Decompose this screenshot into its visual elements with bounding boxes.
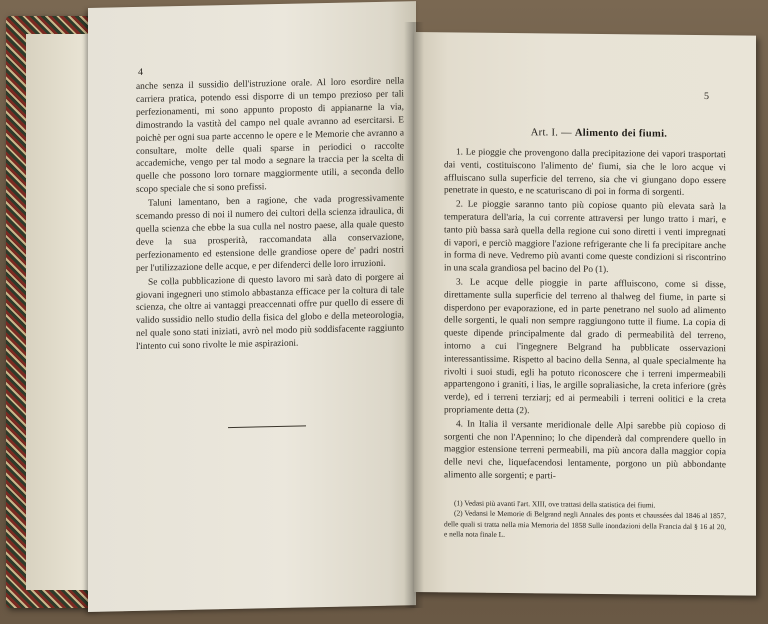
right-paragraph-3: 3. Le acque delle pioggie in parte affluiscono, come si disse, direttamente sulla superficie del terreno al thalweg del fiume, in parte si disperdono per evaporazione, ed in parte penetrano nel suolo ad alimento delle sorgenti, le quali non sempre raggiungono tutte il fiume. La copia di queste dipende principalmente dal grado di permeabilità del terreno, intorno a cui l'ingegnere Belgrand ha pubblicate osservazioni interessantissime. Rispetto al bacino della Senna, al quale specialmente ha rivolti i suoi studi, egli ha potuto riconoscere che i terreni impermeabili appartengono i graniti, i lias, le argille sopraliasiche, la creta inferiore (grès verde), ed i terreni terziarj; ed ai permeabili i terreni oolitici e la creta propriamente detta (2). [444, 277, 726, 417]
right-page [414, 32, 756, 596]
article-heading-title: Alimento dei fiumi. [574, 127, 668, 140]
right-page-body [444, 146, 726, 485]
right-paragraph-4: 4. In Italia il versante meridionale delle Alpi sarebbe più copioso di sorgenti che non l'Apennino; lo che dipenderà dal comprendere quello in maggior estensione terreni permeabili, ma più ancora dalla maggior copia delle nevi che, liquefacendosi lentamente, porgono un più abbondante alimento alle sorgenti; e parti- [444, 419, 726, 482]
section-divider [228, 425, 306, 428]
left-paragraph-3: Se colla pubblicazione di questo lavoro mi sarà dato di porgere ai giovani ingegneri uno stimolo abbastanza efficace per la coltura di tale scienza, che oltre ai vantaggi preaccennati offre pur quello di essere di valido sussidio nello studio della fisica del globo e della meteorologia, nel quale sono stati iniziati, avrò nel modo più soddisfacente raggiunto l'intento cui sono rivolte le mie aspirazioni. [136, 271, 404, 353]
footnote-2: (2) Vedansi le Memorie di Belgrand negli Annales des ponts et chaussées dal 1846 al 1857, delle quali si tratta nella mia Memoria del 1858 Sulle inondazioni della Francia dal § 16 al 20, e nella nota finale L. [444, 508, 726, 540]
article-heading-prefix: Art. I. — [530, 127, 572, 139]
footnote-1: (1) Vedasi più avanti l'art. XIII, ove trattasi della statistica dei fiumi. [454, 498, 656, 510]
right-paragraph-1: 1. Le pioggie che provengono dalla precipitazione dei vapori trasportati dai venti, costituiscono l'alimento de' fiumi, sia che le loro acque vi affluiscano sulla superficie del terreno, sia che vi giungano dopo essere penetrate in questo, e ne scaturiscano di poi in forma di sorgenti. [444, 147, 726, 199]
page-block-edge [26, 34, 96, 590]
left-paragraph-1: anche senza il sussidio dell'istruzione orale. Al loro esordire nella carriera pratica, potendo essi disporre di un tempo prezioso per tali perfezionamenti, mi sono appunto proposto di appianarne la via, dimostrando la vastità del campo nel quale avranno ad esercitarsi. E poichè per ogni sua parte accenno le opere e le Memorie che avranno a consultare, molte delle quali sparse in periodici o raccolte accademiche, vengo per tal modo a segnare la traccia per la scelta di quelle che possono loro tornare maggiormente utili, a seconda dello scopo speciale che si sono prefissi. [136, 76, 404, 196]
right-page-number: 5 [704, 91, 709, 103]
left-page-number: 4 [138, 66, 143, 78]
footnotes [444, 498, 726, 543]
left-paragraph-2: Taluni lamentano, ben a ragione, che vada progressivamente scemando presso di noi il numero dei cultori della scienza idraulica, di quella scienza che ebbe la sua culla nel nostro paese, alla quale questo deve la sua prosperità, raccomandata alla conservazione, perfezionamento ed estensione delle grandiose opere de' padri nostri per l'utilizzazione delle acque, e per difenderci delle loro irruzioni. [136, 193, 404, 274]
right-paragraph-2: 2. Le pioggie saranno tanto più copiose quanto più elevata sarà la temperatura dell'aria, la cui corrente attraversi per lungo tratto i mari, e tanto più bassa sarà quella della regione cui sono diretti i venti impregnati di vapori, e perciò maggiore l'azione refrigerante che li fa precipitare anche in forma di neve. Vedremo più avanti come queste condizioni si riscontrino in una scala grandiosa pel bacino del Po (1). [444, 199, 726, 276]
article-heading [494, 127, 704, 140]
left-page-body [136, 75, 404, 354]
left-page [88, 1, 416, 612]
